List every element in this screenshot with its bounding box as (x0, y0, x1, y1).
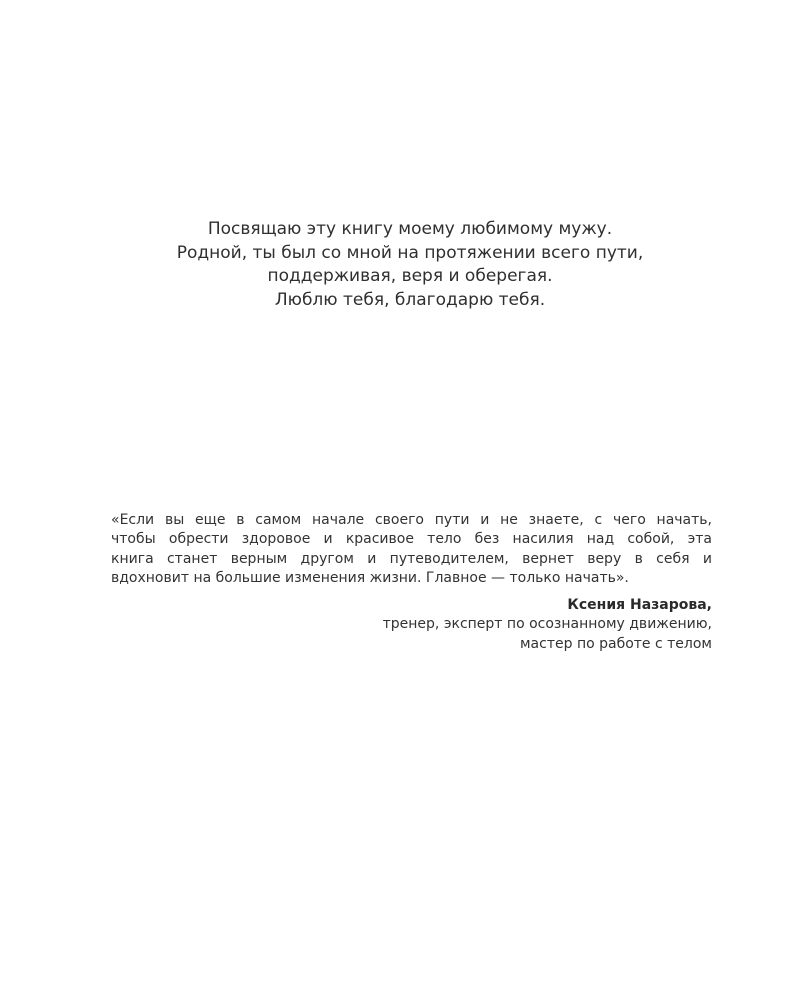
dedication-line: Люблю тебя, благодарю тебя. (274, 289, 546, 310)
epigraph (111, 511, 712, 654)
quote-line: «Если вы еще в самом начале своего пути и не знаете, с чего начать, (111, 512, 712, 528)
author-role-line: мастер по работе с телом (520, 635, 712, 652)
quote-text (111, 511, 712, 588)
dedication (100, 218, 720, 312)
quote-line: чтобы обрести здоровое и красивое тело без насилия над собой, эта (111, 531, 712, 548)
attribution (111, 596, 712, 654)
quote-line: книга станет верным другом и путеводителем, вернет веру в себя и (111, 550, 712, 567)
author-role-line: тренер, эксперт по осознанному движению, (382, 616, 712, 633)
quote-line: вдохновит на большие изменения жизни. Главное — только начать». (111, 569, 629, 586)
dedication-line: поддерживая, веря и оберегая. (267, 266, 553, 286)
dedication-line: Посвящаю эту книгу моему любимому мужу. (207, 219, 613, 239)
author-name: Ксения Назарова, (567, 597, 712, 614)
dedication-line: Родной, ты был со мной на протяжении всего пути, (176, 242, 644, 263)
